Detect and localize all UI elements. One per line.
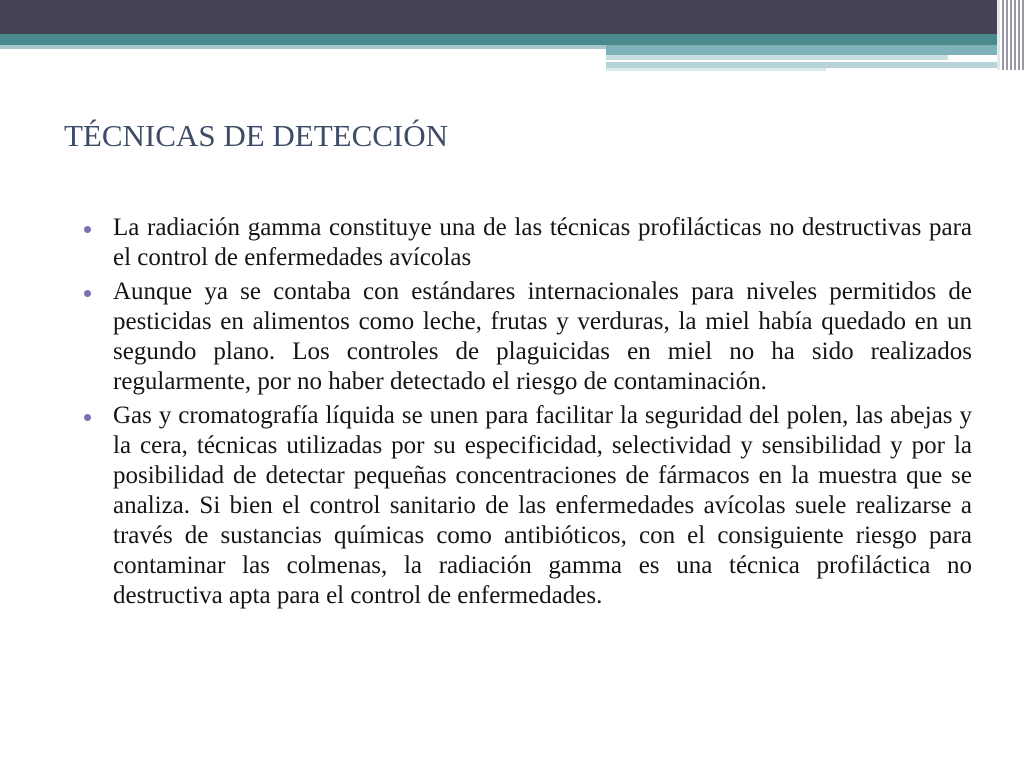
header-band-teal bbox=[0, 34, 1024, 45]
bullet-dot-icon bbox=[84, 226, 91, 233]
bullet-list bbox=[84, 213, 972, 615]
bullet-text: La radiación gamma constituye una de las técnicas profilácticas no destructivas para el control de enfermedades avícolas bbox=[113, 214, 972, 271]
header-vertical-stripes bbox=[1000, 0, 1024, 70]
bullet-text: Aunque ya se contaba con estándares internacionales para niveles permitidos de pesticidas en alimentos como leche, frutas y verduras, la miel había quedado en un segundo plano. Los controles de plaguicidas en miel no ha sido realizados regularmente, por no haber detectado el riesgo de contaminación. bbox=[113, 278, 972, 395]
slide-title: TÉCNICAS DE DETECCIÓN bbox=[64, 118, 449, 153]
bullet-item bbox=[84, 401, 972, 611]
bullet-dot-icon bbox=[84, 290, 91, 297]
bullet-item bbox=[84, 213, 972, 273]
bullet-dot-icon bbox=[84, 414, 91, 421]
bullet-item bbox=[84, 277, 972, 397]
header-accent-bar bbox=[606, 45, 1000, 55]
header-band-dark bbox=[0, 0, 1024, 34]
header-accent-bar bbox=[606, 68, 826, 71]
header-accent-bar bbox=[606, 55, 948, 60]
header-band-light bbox=[0, 45, 606, 49]
bullet-text: Gas y cromatografía líquida se unen para facilitar la seguridad del polen, las abejas y la cera, técnicas utilizadas por su especificidad, selectividad y sensibilidad y por la posibilidad de detectar pequeñas concentraciones de fármacos en la muestra que se analiza. Si bien el control sanitario de las enfermedades avícolas suele realizarse a través de sustancias químicas como antibióticos, con el consiguiente riesgo para contaminar las colmenas, la radiación gamma es una técnica profiláctica no destructiva apta para el control de enfermedades. bbox=[113, 402, 972, 609]
